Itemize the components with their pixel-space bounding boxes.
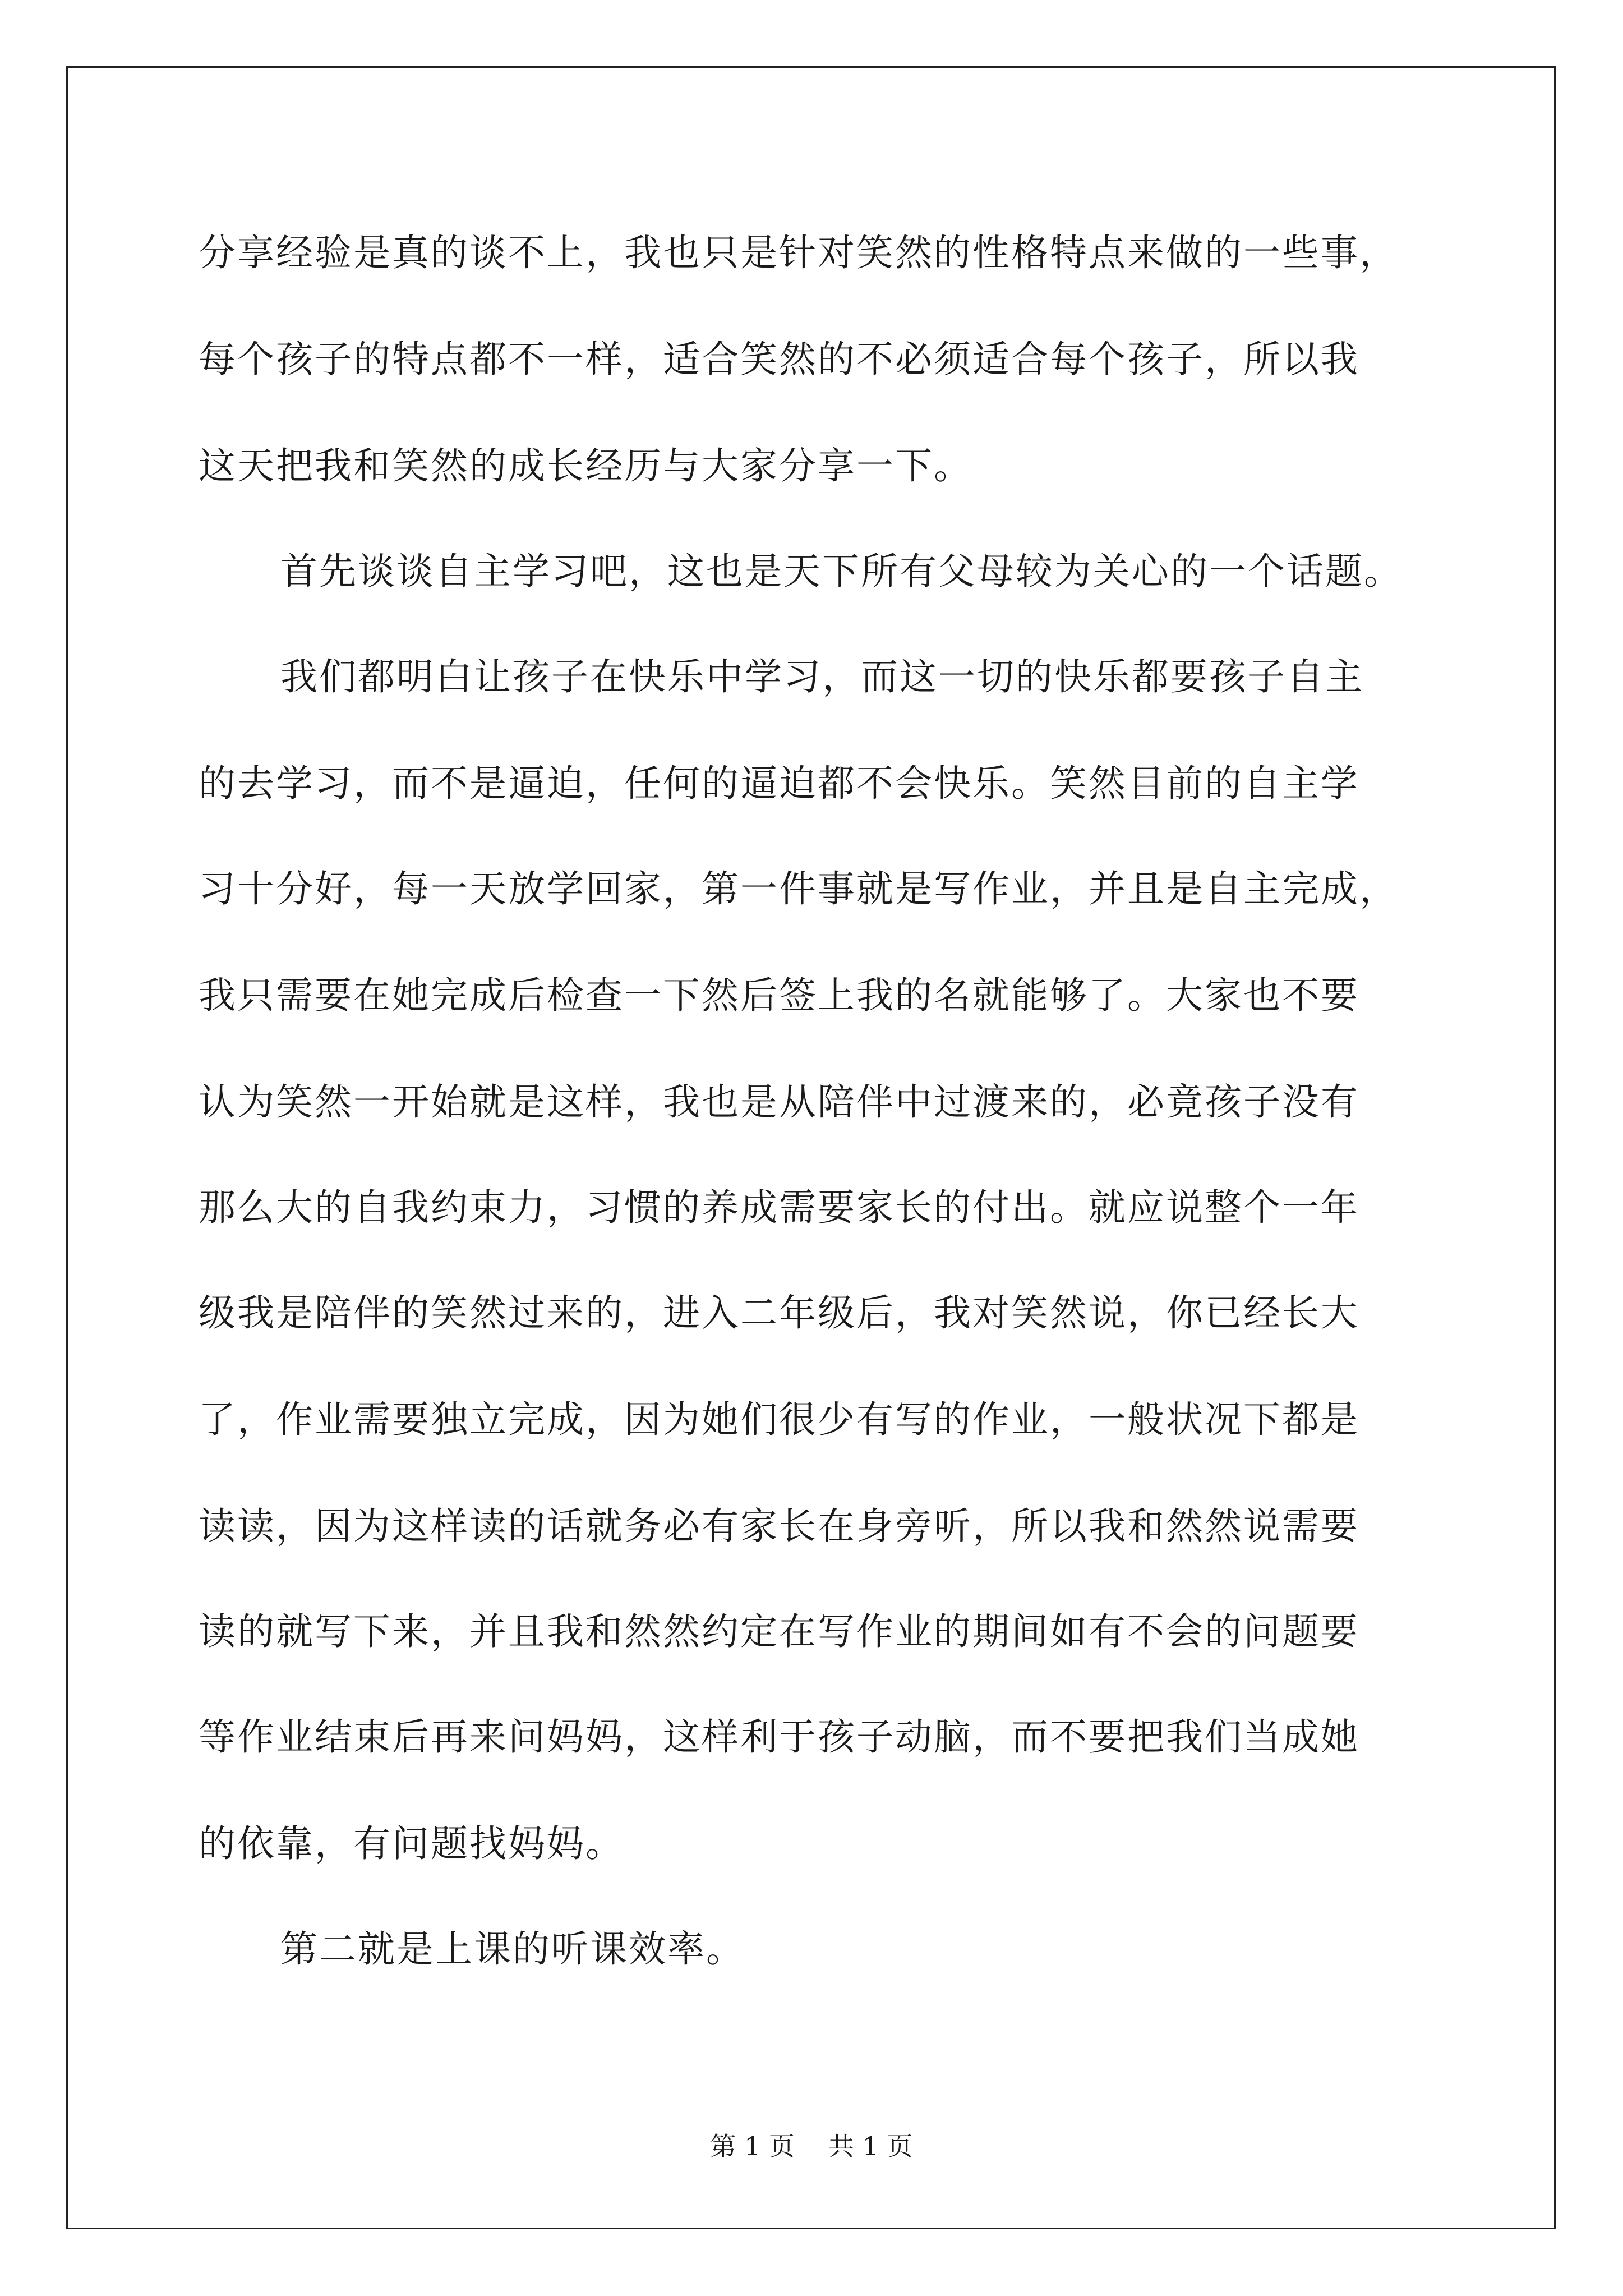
page-total: 共 1 页 (828, 2131, 913, 2161)
body-line: 首先谈谈自主学习吧，这也是天下所有父母较为关心的一个话题。 (280, 550, 1403, 593)
body-line: 第二就是上课的听课效率。 (280, 1927, 745, 1971)
body-line: 这天把我和笑然的成长经历与大家分享一下。 (199, 444, 972, 487)
page-footer (0, 2133, 1623, 2159)
body-line: 了，作业需要独立完成，因为她们很少有写的作业，一般状况下都是 (199, 1398, 1359, 1441)
body-line: 每个孩子的特点都不一样，适合笑然的不必须适合每个孩子，所以我 (199, 338, 1359, 381)
body-line: 级我是陪伴的笑然过来的，进入二年级后，我对笑然说，你已经长大 (199, 1291, 1359, 1335)
body-line: 的依靠，有问题找妈妈。 (199, 1822, 624, 1865)
body-line: 分享经验是真的谈不上，我也只是针对笑然的性格特点来做的一些事， (199, 231, 1398, 274)
body-line: 的去学习，而不是逼迫，任何的逼迫都不会快乐。笑然目前的自主学 (199, 762, 1359, 805)
body-line: 那么大的自我约束力，习惯的养成需要家长的付出。就应说整个一年 (199, 1186, 1359, 1229)
body-line: 认为笑然一开始就是这样，我也是从陪伴中过渡来的，必竟孩子没有 (199, 1080, 1359, 1124)
body-line: 读的就写下来，并且我和然然约定在写作业的期间如有不会的问题要 (199, 1610, 1359, 1653)
page-border (66, 66, 1556, 2229)
page-number: 第 1 页 (710, 2131, 795, 2161)
body-line: 我们都明白让孩子在快乐中学习，而这一切的快乐都要孩子自主 (280, 655, 1364, 698)
body-line: 我只需要在她完成后检查一下然后签上我的名就能够了。大家也不要 (199, 974, 1359, 1017)
body-line: 习十分好，每一天放学回家，第一件事就是写作业，并且是自主完成， (199, 867, 1398, 910)
body-line: 读读，因为这样读的话就务必有家长在身旁听，所以我和然然说需要 (199, 1504, 1359, 1548)
body-line: 等作业结束后再来问妈妈，这样利于孩子动脑，而不要把我们当成她 (199, 1715, 1359, 1759)
